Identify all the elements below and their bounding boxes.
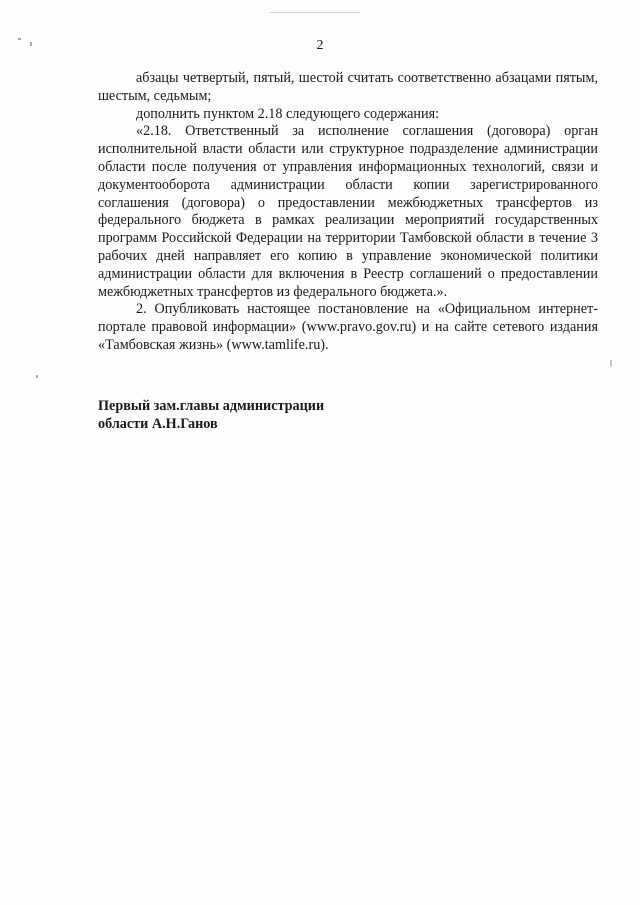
signature-name: области А.Н.Ганов — [98, 415, 218, 432]
signature-block — [98, 398, 398, 433]
scan-artifact — [36, 375, 38, 378]
paragraph-add-clause: дополнить пунктом 2.18 следующего содержания: — [136, 105, 440, 122]
signature-title: Первый зам.главы администрации — [98, 398, 325, 414]
scan-artifact — [610, 360, 612, 366]
scan-artifact — [270, 12, 360, 13]
document-body — [98, 70, 598, 355]
page-number: 2 — [316, 38, 324, 53]
paragraph-clause-2-18: «2.18. Ответственный за исполнение соглашения (договора) орган исполнительной власти области или структурное подразделение администрации области после получения от управления информационных технологий, связи и документооборота администрации области копии зарегистрированного соглашения (договора) о предоставлении межбюджетных трансфертов из федерального бюджета в рамках реализации мероприятий государственных программ Российской Федерации на территории Тамбовской области в течение 3 рабочих дней направляет его копию в управление экономической политики администрации области для включения в Реестр соглашений о предоставлении межбюджетных трансфертов из федерального бюджета.». — [98, 123, 598, 300]
paragraph-publish: 2. Опубликовать настоящее постановление на «Официальном интернет-портале правовой информации» (www.pravo.gov.ru) и на сайте сетевого издания «Тамбовская жизнь» (www.tamlife.ru). — [98, 301, 598, 353]
paragraph-renumbering: абзацы четвертый, пятый, шестой считать соответственно абзацами пятым, шестым, седьмым; — [98, 70, 598, 104]
